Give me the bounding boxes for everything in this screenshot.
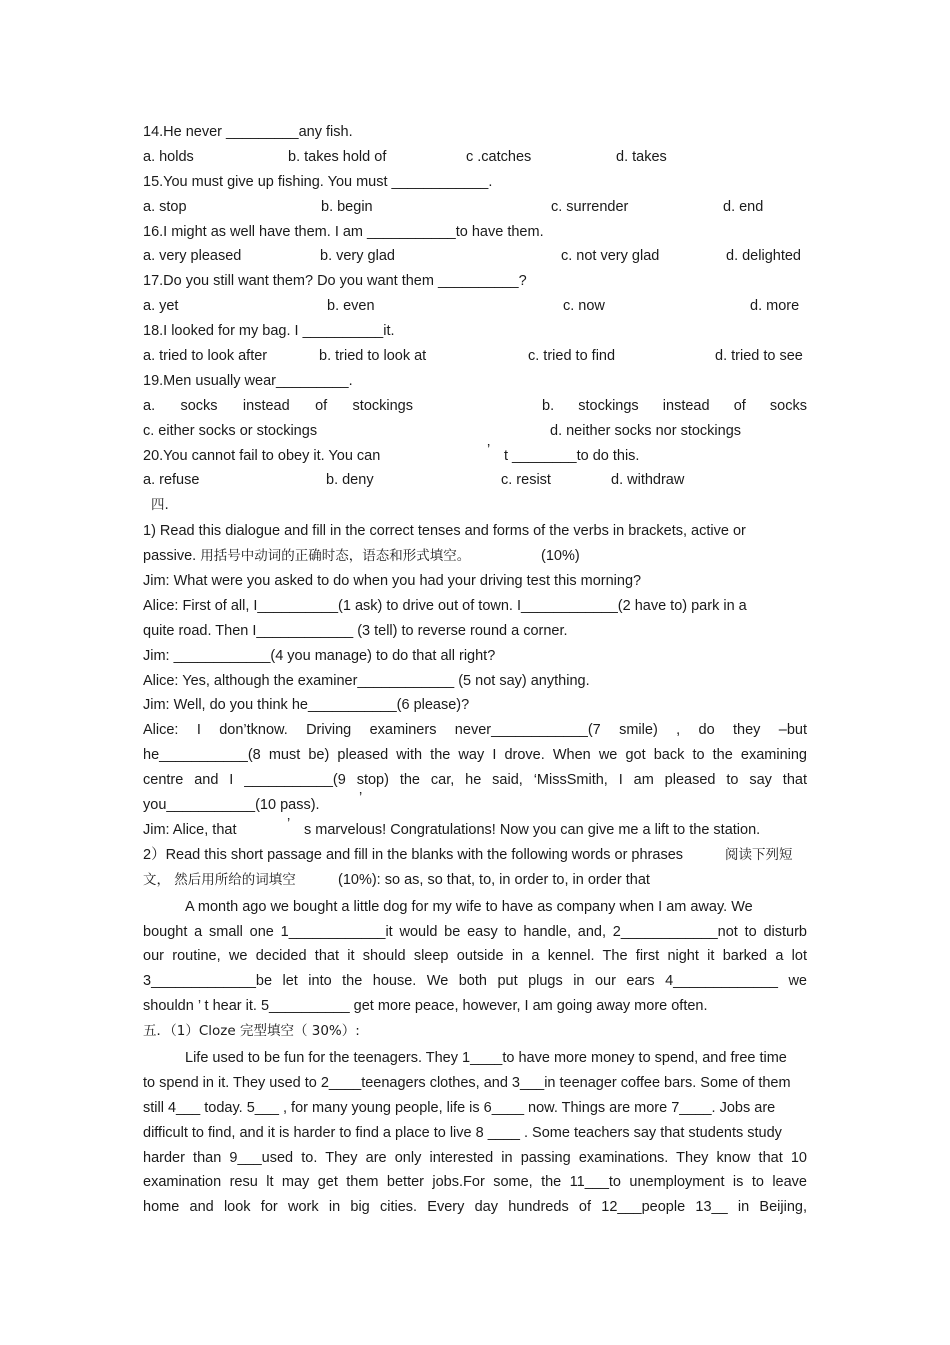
option-c: c .catches <box>466 148 532 165</box>
option-b: b. deny <box>326 472 374 489</box>
section-4-part2-instruction <box>143 843 807 868</box>
question-15: 15.You must give up fishing. You must ____________. <box>143 173 493 190</box>
question-20-stem-end: t ________to do this. <box>504 447 640 464</box>
option-b: b. takes hold of <box>288 148 387 165</box>
question-19: 19.Men usually wear_________. <box>143 372 353 389</box>
dialogue-line-10-text: you___________(10 pass). <box>143 797 320 814</box>
dialogue-line: quite road. Then I____________ (3 tell) to reverse round a corner. <box>143 622 568 639</box>
dialogue-line-11-b: ’ <box>287 815 291 832</box>
question-17-options <box>143 294 807 319</box>
dialogue-line-11-c: s marvelous! Congratulations! Now you can give me a lift to the station. <box>304 821 761 838</box>
cloze-line: still 4___ today. 5___ , for many young people, life is 6____ now. Things are more 7____. Jobs are <box>143 1099 776 1116</box>
option-d: d. end <box>723 198 764 215</box>
cloze-line: Life used to be fun for the teenagers. They 1____to have more money to spend, and free time <box>185 1049 787 1066</box>
dialogue-line-10-mark: ’ <box>359 790 363 807</box>
option-c: c. either socks or stockings <box>143 422 318 439</box>
option-d: d. delighted <box>726 248 801 265</box>
question-17: 17.Do you still want them? Do you want them __________? <box>143 273 527 290</box>
option-c: c. not very glad <box>561 248 660 265</box>
section-4-heading: 四. <box>151 497 169 514</box>
question-18-options <box>143 344 807 369</box>
passage-line: bought a small one 1____________it would be easy to handle, and, 2____________not to disturb <box>143 923 807 940</box>
section-4-part1-instruction-2 <box>143 544 807 569</box>
instruction-percent: (10%) <box>541 548 580 565</box>
cloze-line: to spend in it. They used to 2____teenagers clothes, and 3___in teenager coffee bars. Some of them <box>143 1074 791 1091</box>
cloze-line: harder than 9___used to. They are only interested in passing examinations. They know that 10 <box>143 1149 807 1166</box>
option-b: b. stockings instead of socks <box>542 397 807 414</box>
question-20-options <box>143 468 807 493</box>
option-d: d. takes <box>616 148 667 165</box>
dialogue-line: Jim: Well, do you think he___________(6 please)? <box>143 697 470 714</box>
option-b: b. begin <box>321 198 373 215</box>
cloze-line: difficult to find, and it is harder to find a place to live 8 ____ . Some teachers say that students study <box>143 1124 782 1141</box>
instruction-cn: 用括号中动词的正确时态，语态和形式填空。 <box>200 548 471 565</box>
section-5-heading: 五．（1）Cloze 完型填空（ 30%）: <box>143 1023 360 1040</box>
option-b: b. even <box>327 298 375 315</box>
option-c: c. tried to find <box>528 348 616 365</box>
question-20-stem: 20.You cannot fail to obey it. You can <box>143 447 381 464</box>
dialogue-line: centre and I ___________(9 stop) the car, he said, ‘MissSmith, I am pleased to say that <box>143 772 807 789</box>
option-a: a. stop <box>143 198 187 215</box>
option-c: c. surrender <box>551 198 629 215</box>
dialogue-line: Jim: What were you asked to do when you had your driving test this morning? <box>143 573 642 590</box>
question-20-apostrophe: ’ <box>487 441 491 458</box>
option-a: a. yet <box>143 298 179 315</box>
question-19-options-ab <box>143 394 807 419</box>
question-15-options <box>143 195 807 220</box>
dialogue-line: Alice: First of all, I__________(1 ask) to drive out of town. I____________(2 have to) park in a <box>143 597 747 614</box>
question-20 <box>143 441 807 469</box>
option-a: a. socks instead of stockings <box>143 397 413 414</box>
option-c: c. resist <box>501 472 551 489</box>
cloze-line: examination resu lt may get them better jobs.For some, the 11___to unemployment is to leave <box>143 1174 807 1191</box>
worksheet-page <box>143 120 807 1220</box>
option-c: c. now <box>563 298 605 315</box>
question-18: 18.I looked for my bag. I __________it. <box>143 323 395 340</box>
question-16: 16.I might as well have them. I am ___________to have them. <box>143 223 544 240</box>
option-d: d. withdraw <box>611 472 685 489</box>
option-a: a. holds <box>143 148 194 165</box>
dialogue-line: Alice: I don’tknow. Driving examiners never____________(7 smile) , do they –but <box>143 722 807 739</box>
passage-line: 3_____________be let into the house. We both put plugs in our ears 4_____________ we <box>143 973 807 990</box>
cloze-line: home and look for work in big cities. Every day hundreds of 12___people 13__ in Beijing, <box>143 1199 807 1216</box>
option-d: d. more <box>750 298 800 315</box>
option-d: d. tried to see <box>715 348 803 365</box>
instruction-cn: 文， 然后用所给的词填空 <box>143 871 296 888</box>
dialogue-line-11-a: Jim: Alice, that <box>143 821 237 838</box>
passage-line: A month ago we bought a little dog for my wife to have as company when I am away. We <box>185 898 753 915</box>
question-19-options-cd <box>143 419 807 444</box>
instruction-cn: 阅读下列短 <box>725 846 793 863</box>
option-b: b. tried to look at <box>319 348 427 365</box>
instruction-en: (10%): so as, so that, to, in order to, in order that <box>338 871 650 888</box>
question-16-options <box>143 244 807 269</box>
section-4-part1-instruction: 1) Read this dialogue and fill in the correct tenses and forms of the verbs in brackets, active or <box>143 523 746 540</box>
option-d: d. neither socks nor stockings <box>550 422 742 439</box>
dialogue-line-10 <box>143 790 807 818</box>
passage-line: our routine, we decided that it should sleep outside in a kennel. The first night it barked a lot <box>143 948 807 965</box>
passage-line: shouldn ’ t hear it. 5__________ get more peace, however, I am going away more often. <box>143 998 708 1015</box>
option-a: a. refuse <box>143 472 200 489</box>
instruction-en: passive. <box>143 548 197 565</box>
instruction-en: 2）Read this short passage and fill in the blanks with the following words or phrases <box>143 846 684 863</box>
question-14: 14.He never _________any fish. <box>143 124 353 140</box>
question-14-options <box>143 145 807 170</box>
dialogue-line: Alice: Yes, although the examiner____________ (5 not say) anything. <box>143 672 590 689</box>
dialogue-line: Jim: ____________(4 you manage) to do that all right? <box>143 647 496 664</box>
section-4-part2-instruction-2 <box>143 868 807 893</box>
option-a: a. tried to look after <box>143 348 268 365</box>
option-a: a. very pleased <box>143 248 242 265</box>
option-b: b. very glad <box>320 248 395 265</box>
dialogue-line: he___________(8 must be) pleased with the way I drove. When we got back to the examining <box>143 747 807 764</box>
dialogue-line-11 <box>143 815 807 843</box>
